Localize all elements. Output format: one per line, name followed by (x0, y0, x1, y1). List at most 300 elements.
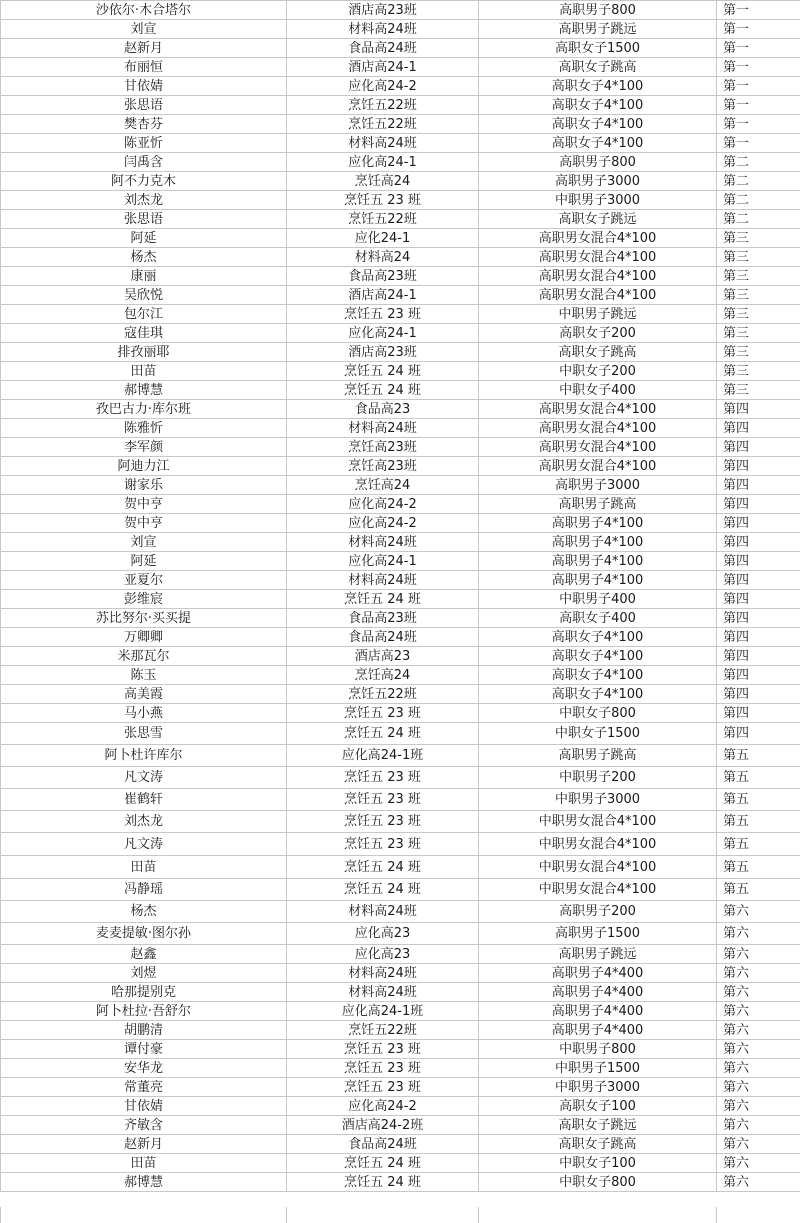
event-cell[interactable]: 高职男女混合4*100 (479, 438, 717, 457)
rank-cell[interactable]: 第五 (717, 811, 800, 833)
class-cell[interactable]: 食品高24班 (287, 628, 479, 647)
table-row (1, 286, 800, 305)
event-cell[interactable]: 中职女子800 (479, 704, 717, 723)
table-row (1, 923, 800, 945)
rank-cell[interactable]: 第二 (717, 210, 800, 229)
student-name-cell[interactable]: 阿卜杜许库尔 (1, 745, 287, 767)
table-row (1, 833, 800, 856)
student-name-cell[interactable]: 刘杰龙 (1, 191, 287, 210)
student-name-cell[interactable]: 赵鑫 (1, 945, 287, 964)
rank-cell[interactable]: 第一 (717, 134, 800, 153)
event-cell[interactable]: 高职女子跳高 (479, 58, 717, 77)
class-cell[interactable]: 烹饪五 24 班 (287, 879, 479, 901)
event-cell[interactable]: 中职女子800 (479, 1173, 717, 1192)
event-cell[interactable]: 高职男子4*100 (479, 571, 717, 590)
event-cell[interactable]: 中职女子400 (479, 381, 717, 400)
class-cell[interactable]: 烹饪五 24 班 (287, 590, 479, 609)
event-cell[interactable]: 高职男子800 (479, 1, 717, 20)
rank-cell[interactable]: 第五 (717, 833, 800, 856)
rank-cell[interactable]: 第四 (717, 571, 800, 590)
student-name-cell[interactable]: 田苗 (1, 362, 287, 381)
event-cell[interactable]: 高职男女混合4*100 (479, 248, 717, 267)
rank-cell[interactable]: 第二 (717, 191, 800, 210)
table-row (1, 438, 800, 457)
table-row (1, 647, 800, 666)
class-cell[interactable]: 酒店高23班 (287, 343, 479, 362)
student-name-cell[interactable]: 包尔江 (1, 305, 287, 324)
event-cell[interactable]: 高职男女混合4*100 (479, 457, 717, 476)
student-name-cell[interactable]: 沙依尔·木合塔尔 (1, 1, 287, 20)
event-cell[interactable]: 高职男子4*400 (479, 983, 717, 1002)
student-name-cell[interactable]: 彭维宸 (1, 590, 287, 609)
event-cell[interactable]: 高职男子800 (479, 153, 717, 172)
class-cell[interactable]: 应化高24-2 (287, 514, 479, 533)
event-cell[interactable]: 高职女子4*100 (479, 77, 717, 96)
rank-cell[interactable]: 第三 (717, 381, 800, 400)
rank-cell[interactable]: 第三 (717, 324, 800, 343)
class-cell[interactable]: 酒店高24-2班 (287, 1116, 479, 1135)
event-cell[interactable]: 高职女子4*100 (479, 134, 717, 153)
class-cell[interactable]: 烹饪五22班 (287, 1021, 479, 1040)
event-cell[interactable]: 高职男女混合4*100 (479, 229, 717, 248)
class-cell[interactable]: 烹饪五22班 (287, 115, 479, 134)
class-cell[interactable]: 烹饪五 23 班 (287, 191, 479, 210)
rank-cell[interactable]: 第四 (717, 704, 800, 723)
rank-cell[interactable]: 第四 (717, 590, 800, 609)
event-cell[interactable]: 高职女子跳高 (479, 1135, 717, 1154)
student-name-cell[interactable]: 刘宣 (1, 20, 287, 39)
rank-cell[interactable]: 第四 (717, 666, 800, 685)
rank-cell[interactable]: 第六 (717, 1116, 800, 1135)
table-row (1, 628, 800, 647)
class-cell[interactable]: 应化高24-1 (287, 153, 479, 172)
event-cell[interactable]: 高职女子跳远 (479, 210, 717, 229)
event-cell[interactable]: 高职男女混合4*100 (479, 267, 717, 286)
class-cell[interactable]: 烹饪五 23 班 (287, 1078, 479, 1097)
class-cell[interactable]: 酒店高23班 (287, 1, 479, 20)
class-cell[interactable]: 烹饪五 23 班 (287, 704, 479, 723)
event-cell[interactable]: 中职男子200 (479, 767, 717, 789)
student-name-cell[interactable]: 齐敏含 (1, 1116, 287, 1135)
table-row (1, 1, 800, 20)
table-row (1, 305, 800, 324)
student-name-cell[interactable]: 杨杰 (1, 901, 287, 923)
event-cell[interactable]: 高职男子200 (479, 901, 717, 923)
student-name-cell[interactable]: 米那瓦尔 (1, 647, 287, 666)
event-cell[interactable]: 高职男子4*400 (479, 964, 717, 983)
student-name-cell[interactable]: 樊杏芬 (1, 115, 287, 134)
class-cell[interactable]: 应化高23 (287, 923, 479, 945)
student-name-cell[interactable]: 田苗 (1, 856, 287, 879)
grid-line (716, 1207, 717, 1223)
class-cell[interactable]: 烹饪五 23 班 (287, 767, 479, 789)
rank-cell[interactable]: 第二 (717, 172, 800, 191)
class-cell[interactable]: 烹饪五 23 班 (287, 811, 479, 833)
rank-cell[interactable]: 第四 (717, 628, 800, 647)
event-cell[interactable]: 高职男子4*100 (479, 533, 717, 552)
table-row (1, 39, 800, 58)
student-name-cell[interactable]: 阿不力克木 (1, 172, 287, 191)
event-cell[interactable]: 高职男女混合4*100 (479, 400, 717, 419)
rank-cell[interactable]: 第三 (717, 362, 800, 381)
class-cell[interactable]: 烹饪五 24 班 (287, 1154, 479, 1173)
rank-cell[interactable]: 第六 (717, 964, 800, 983)
rank-cell[interactable]: 第四 (717, 609, 800, 628)
table-row (1, 96, 800, 115)
event-cell[interactable]: 中职女子200 (479, 362, 717, 381)
table-row (1, 324, 800, 343)
rank-cell[interactable]: 第六 (717, 1135, 800, 1154)
event-cell[interactable]: 高职女子4*100 (479, 685, 717, 704)
rank-cell[interactable]: 第一 (717, 39, 800, 58)
rank-cell[interactable]: 第一 (717, 115, 800, 134)
event-cell[interactable]: 高职男子3000 (479, 172, 717, 191)
class-cell[interactable]: 材料高24班 (287, 20, 479, 39)
event-cell[interactable]: 高职女子4*100 (479, 628, 717, 647)
rank-cell[interactable]: 第四 (717, 514, 800, 533)
table-row (1, 514, 800, 533)
class-cell[interactable]: 材料高24班 (287, 419, 479, 438)
rank-cell[interactable]: 第六 (717, 923, 800, 945)
rank-cell[interactable]: 第三 (717, 248, 800, 267)
rank-cell[interactable]: 第一 (717, 20, 800, 39)
rank-cell[interactable]: 第四 (717, 723, 800, 745)
rank-cell[interactable]: 第六 (717, 945, 800, 964)
rank-cell[interactable]: 第五 (717, 767, 800, 789)
rank-cell[interactable]: 第一 (717, 58, 800, 77)
student-name-cell[interactable]: 谭付豪 (1, 1040, 287, 1059)
table-row (1, 476, 800, 495)
event-cell[interactable]: 高职女子4*100 (479, 647, 717, 666)
class-cell[interactable]: 食品高24班 (287, 1135, 479, 1154)
class-cell[interactable]: 烹饪五22班 (287, 210, 479, 229)
table-row (1, 901, 800, 923)
rank-cell[interactable]: 第四 (717, 400, 800, 419)
class-cell[interactable]: 应化高24-1 (287, 552, 479, 571)
table-row (1, 685, 800, 704)
student-name-cell[interactable]: 马小燕 (1, 704, 287, 723)
table-row (1, 400, 800, 419)
table-row (1, 419, 800, 438)
rank-cell[interactable]: 第四 (717, 647, 800, 666)
event-cell[interactable]: 高职男子3000 (479, 476, 717, 495)
rank-cell[interactable]: 第三 (717, 267, 800, 286)
event-cell[interactable]: 高职男子4*100 (479, 552, 717, 571)
table-row (1, 767, 800, 789)
table-row (1, 172, 800, 191)
rank-cell[interactable]: 第四 (717, 552, 800, 571)
rank-cell[interactable]: 第四 (717, 476, 800, 495)
student-name-cell[interactable]: 阿延 (1, 552, 287, 571)
event-cell[interactable]: 高职女子4*100 (479, 115, 717, 134)
student-name-cell[interactable]: 谢家乐 (1, 476, 287, 495)
rank-cell[interactable]: 第四 (717, 685, 800, 704)
class-cell[interactable]: 烹饪五 24 班 (287, 723, 479, 745)
rank-cell[interactable]: 第三 (717, 229, 800, 248)
student-name-cell[interactable]: 阿延 (1, 229, 287, 248)
student-name-cell[interactable]: 刘杰龙 (1, 811, 287, 833)
rank-cell[interactable]: 第四 (717, 495, 800, 514)
class-cell[interactable]: 烹饪五 24 班 (287, 362, 479, 381)
table-row (1, 552, 800, 571)
table-row (1, 723, 800, 745)
class-cell[interactable]: 材料高24班 (287, 983, 479, 1002)
table-row (1, 457, 800, 476)
class-cell[interactable]: 烹饪五 24 班 (287, 1173, 479, 1192)
student-name-cell[interactable]: 张思语 (1, 210, 287, 229)
student-name-cell[interactable]: 高美霞 (1, 685, 287, 704)
table-row (1, 964, 800, 983)
student-name-cell[interactable]: 贺中亨 (1, 495, 287, 514)
class-cell[interactable]: 应化高24-2 (287, 77, 479, 96)
event-cell[interactable]: 高职女子跳远 (479, 1116, 717, 1135)
class-cell[interactable]: 酒店高23 (287, 647, 479, 666)
student-name-cell[interactable]: 李军颜 (1, 438, 287, 457)
event-cell[interactable]: 中职男子3000 (479, 789, 717, 811)
rank-cell[interactable]: 第三 (717, 305, 800, 324)
rank-cell[interactable]: 第六 (717, 1040, 800, 1059)
class-cell[interactable]: 应化高24-2 (287, 495, 479, 514)
student-name-cell[interactable]: 郝博慧 (1, 381, 287, 400)
event-cell[interactable]: 高职男子跳高 (479, 745, 717, 767)
student-name-cell[interactable]: 寇佳琪 (1, 324, 287, 343)
class-cell[interactable]: 食品高23 (287, 400, 479, 419)
class-cell[interactable]: 烹饪五 23 班 (287, 789, 479, 811)
table-row (1, 745, 800, 767)
event-cell[interactable]: 中职男子3000 (479, 1078, 717, 1097)
student-name-cell[interactable]: 苏比努尔·买买提 (1, 609, 287, 628)
class-cell[interactable]: 材料高24班 (287, 964, 479, 983)
event-cell[interactable]: 高职男子4*100 (479, 514, 717, 533)
table-row (1, 210, 800, 229)
student-name-cell[interactable]: 万卿卿 (1, 628, 287, 647)
event-cell[interactable]: 高职男子跳高 (479, 495, 717, 514)
class-cell[interactable]: 烹饪高23班 (287, 457, 479, 476)
results-table-body (1, 1, 800, 1192)
student-name-cell[interactable]: 杨杰 (1, 248, 287, 267)
student-name-cell[interactable]: 刘宣 (1, 533, 287, 552)
table-row (1, 248, 800, 267)
class-cell[interactable]: 烹饪高24 (287, 476, 479, 495)
class-cell[interactable]: 材料高24 (287, 248, 479, 267)
student-name-cell[interactable]: 陈玉 (1, 666, 287, 685)
class-cell[interactable]: 烹饪五 24 班 (287, 381, 479, 400)
event-cell[interactable]: 高职女子400 (479, 609, 717, 628)
grid-line (0, 1207, 1, 1223)
rank-cell[interactable]: 第一 (717, 96, 800, 115)
rank-cell[interactable]: 第六 (717, 983, 800, 1002)
table-row (1, 1154, 800, 1173)
table-row (1, 1059, 800, 1078)
class-cell[interactable]: 食品高23班 (287, 267, 479, 286)
student-name-cell[interactable]: 崔鹤轩 (1, 789, 287, 811)
student-name-cell[interactable]: 甘依婧 (1, 1097, 287, 1116)
class-cell[interactable]: 烹饪五 23 班 (287, 833, 479, 856)
student-name-cell[interactable]: 常董亮 (1, 1078, 287, 1097)
table-row (1, 666, 800, 685)
class-cell[interactable]: 应化高23 (287, 945, 479, 964)
event-cell[interactable]: 中职男子1500 (479, 1059, 717, 1078)
class-cell[interactable]: 应化高24-1班 (287, 745, 479, 767)
student-name-cell[interactable]: 刘煜 (1, 964, 287, 983)
student-name-cell[interactable]: 张思语 (1, 96, 287, 115)
grid-line (286, 1207, 287, 1223)
student-name-cell[interactable]: 贺中亨 (1, 514, 287, 533)
student-name-cell[interactable]: 赵新月 (1, 1135, 287, 1154)
class-cell[interactable]: 材料高24班 (287, 571, 479, 590)
rank-cell[interactable]: 第六 (717, 1021, 800, 1040)
class-cell[interactable]: 烹饪五 24 班 (287, 856, 479, 879)
rank-cell[interactable]: 第一 (717, 1, 800, 20)
class-cell[interactable]: 烹饪高23班 (287, 438, 479, 457)
rank-cell[interactable]: 第四 (717, 438, 800, 457)
event-cell[interactable]: 高职男子跳远 (479, 20, 717, 39)
class-cell[interactable]: 材料高24班 (287, 901, 479, 923)
table-row (1, 1135, 800, 1154)
class-cell[interactable]: 烹饪高24 (287, 666, 479, 685)
class-cell[interactable]: 应化高24-2 (287, 1097, 479, 1116)
rank-cell[interactable]: 第五 (717, 879, 800, 901)
class-cell[interactable]: 应化24-1 (287, 229, 479, 248)
rank-cell[interactable]: 第六 (717, 1097, 800, 1116)
class-cell[interactable]: 烹饪五 23 班 (287, 305, 479, 324)
student-name-cell[interactable]: 吴欣悦 (1, 286, 287, 305)
table-row (1, 1173, 800, 1192)
rank-cell[interactable]: 第六 (717, 1059, 800, 1078)
table-row (1, 1116, 800, 1135)
class-cell[interactable]: 食品高23班 (287, 609, 479, 628)
table-row (1, 789, 800, 811)
event-cell[interactable]: 中职男子3000 (479, 191, 717, 210)
empty-row-tail (0, 1207, 800, 1223)
event-cell[interactable]: 中职男女混合4*100 (479, 811, 717, 833)
event-cell[interactable]: 高职男女混合4*100 (479, 286, 717, 305)
table-row (1, 983, 800, 1002)
table-row (1, 153, 800, 172)
student-name-cell[interactable]: 陈亚忻 (1, 134, 287, 153)
event-cell[interactable]: 中职男女混合4*100 (479, 833, 717, 856)
event-cell[interactable]: 中职男女混合4*100 (479, 879, 717, 901)
table-row (1, 1021, 800, 1040)
table-row (1, 856, 800, 879)
event-cell[interactable]: 高职女子200 (479, 324, 717, 343)
student-name-cell[interactable]: 闫禹含 (1, 153, 287, 172)
student-name-cell[interactable]: 田苗 (1, 1154, 287, 1173)
rank-cell[interactable]: 第六 (717, 1154, 800, 1173)
rank-cell[interactable]: 第六 (717, 1002, 800, 1021)
table-row (1, 77, 800, 96)
table-row (1, 571, 800, 590)
event-cell[interactable]: 高职女子1500 (479, 39, 717, 58)
class-cell[interactable]: 酒店高24-1 (287, 286, 479, 305)
table-row (1, 811, 800, 833)
student-name-cell[interactable]: 布丽恒 (1, 58, 287, 77)
table-row (1, 1097, 800, 1116)
event-cell[interactable]: 高职男子跳远 (479, 945, 717, 964)
student-name-cell[interactable]: 孜巴古力·库尔班 (1, 400, 287, 419)
rank-cell[interactable]: 第四 (717, 457, 800, 476)
event-cell[interactable]: 高职女子4*100 (479, 666, 717, 685)
rank-cell[interactable]: 第五 (717, 745, 800, 767)
table-row (1, 58, 800, 77)
class-cell[interactable]: 材料高24班 (287, 533, 479, 552)
rank-cell[interactable]: 第六 (717, 901, 800, 923)
class-cell[interactable]: 应化高24-1班 (287, 1002, 479, 1021)
class-cell[interactable]: 烹饪五 23 班 (287, 1059, 479, 1078)
student-name-cell[interactable]: 胡鹏清 (1, 1021, 287, 1040)
table-row (1, 495, 800, 514)
student-name-cell[interactable]: 凡文涛 (1, 767, 287, 789)
student-name-cell[interactable]: 亚夏尔 (1, 571, 287, 590)
rank-cell[interactable]: 第四 (717, 419, 800, 438)
table-row (1, 1040, 800, 1059)
student-name-cell[interactable]: 麦麦提敏·图尔孙 (1, 923, 287, 945)
rank-cell[interactable]: 第五 (717, 856, 800, 879)
student-name-cell[interactable]: 冯静瑶 (1, 879, 287, 901)
class-cell[interactable]: 食品高24班 (287, 39, 479, 58)
student-name-cell[interactable]: 凡文涛 (1, 833, 287, 856)
student-name-cell[interactable]: 康丽 (1, 267, 287, 286)
event-cell[interactable]: 中职女子1500 (479, 723, 717, 745)
rank-cell[interactable]: 第六 (717, 1173, 800, 1192)
table-row (1, 134, 800, 153)
table-row (1, 343, 800, 362)
rank-cell[interactable]: 第四 (717, 533, 800, 552)
rank-cell[interactable]: 第三 (717, 343, 800, 362)
event-cell[interactable]: 高职女子跳高 (479, 343, 717, 362)
table-row (1, 20, 800, 39)
class-cell[interactable]: 烹饪五22班 (287, 685, 479, 704)
class-cell[interactable]: 烹饪五 23 班 (287, 1040, 479, 1059)
rank-cell[interactable]: 第一 (717, 77, 800, 96)
rank-cell[interactable]: 第六 (717, 1078, 800, 1097)
class-cell[interactable]: 材料高24班 (287, 134, 479, 153)
student-name-cell[interactable]: 陈雅忻 (1, 419, 287, 438)
event-cell[interactable]: 高职女子4*100 (479, 96, 717, 115)
class-cell[interactable]: 烹饪五22班 (287, 96, 479, 115)
student-name-cell[interactable]: 安华龙 (1, 1059, 287, 1078)
rank-cell[interactable]: 第二 (717, 153, 800, 172)
student-name-cell[interactable]: 甘依婧 (1, 77, 287, 96)
student-name-cell[interactable]: 张思雪 (1, 723, 287, 745)
rank-cell[interactable]: 第五 (717, 789, 800, 811)
event-cell[interactable]: 高职男子1500 (479, 923, 717, 945)
class-cell[interactable]: 酒店高24-1 (287, 58, 479, 77)
event-cell[interactable]: 高职女子100 (479, 1097, 717, 1116)
table-row (1, 1002, 800, 1021)
event-cell[interactable]: 中职女子100 (479, 1154, 717, 1173)
class-cell[interactable]: 应化高24-1 (287, 324, 479, 343)
event-cell[interactable]: 高职男子4*400 (479, 1021, 717, 1040)
event-cell[interactable]: 中职男子800 (479, 1040, 717, 1059)
student-name-cell[interactable]: 阿迪力江 (1, 457, 287, 476)
event-cell[interactable]: 中职男女混合4*100 (479, 856, 717, 879)
student-name-cell[interactable]: 哈那提别克 (1, 983, 287, 1002)
rank-cell[interactable]: 第三 (717, 286, 800, 305)
table-row (1, 704, 800, 723)
event-cell[interactable]: 高职男女混合4*100 (479, 419, 717, 438)
table-row (1, 879, 800, 901)
student-name-cell[interactable]: 郝博慧 (1, 1173, 287, 1192)
event-cell[interactable]: 中职男子跳远 (479, 305, 717, 324)
event-cell[interactable]: 高职男子4*400 (479, 1002, 717, 1021)
event-cell[interactable]: 中职男子400 (479, 590, 717, 609)
student-name-cell[interactable]: 排孜丽耶 (1, 343, 287, 362)
grid-line (478, 1207, 479, 1223)
class-cell[interactable]: 烹饪高24 (287, 172, 479, 191)
student-name-cell[interactable]: 阿卜杜拉·吾舒尔 (1, 1002, 287, 1021)
student-name-cell[interactable]: 赵新月 (1, 39, 287, 58)
